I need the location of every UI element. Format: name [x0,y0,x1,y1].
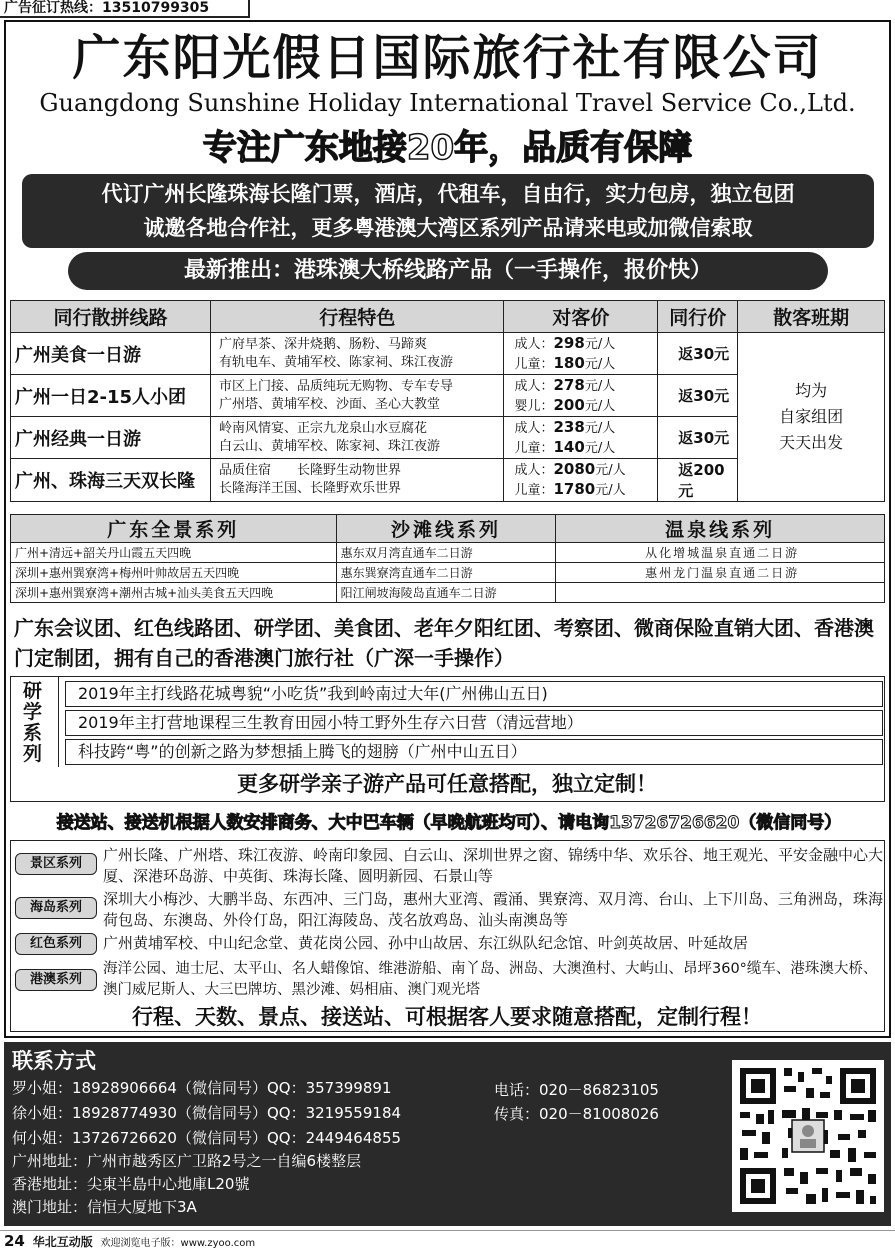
price-unit: 元/人 [584,398,616,414]
custom-itinerary-note: 行程、天数、景点、接送站、可根据客人要求随意搭配，定制行程！ [132,1005,762,1029]
study-row: 2019年主打营地课程三生教育田园小特工野外生存六日营（清远营地） [65,710,883,736]
price-label: 儿童： [514,356,554,372]
col-header: 广东全景系列 [11,515,337,543]
new-launch-banner: 最新推出：港珠澳大桥线路产品（一手操作，报价快） [68,252,828,290]
address-line: 香港地址：尖東半島中心地庫L20號 [12,1175,250,1193]
table-cell: 深圳+惠州巽寮湾+潮州古城+汕头美食五天四晚 [11,583,337,603]
price-value: 2080 [553,460,596,478]
col-header: 同行价 [658,301,738,333]
series-badge: 红色系列 [15,933,97,955]
company-name-cn: 广东阳光假日国际旅行社有限公司 [72,30,823,86]
col-header: 散客班期 [738,301,885,333]
table-row [11,583,885,603]
series-badge: 港澳系列 [15,969,97,991]
series-table [10,514,885,603]
table-cell: 广州+清远+韶关丹山霞五天四晚 [11,543,337,563]
col-header: 温泉线系列 [556,515,885,543]
table-cell: 从化增城温泉直通二日游 [556,543,885,563]
price-value: 140 [553,437,585,456]
table-cell [556,583,885,603]
peer-price: 返30元 [658,375,738,417]
price-label: 儿童： [514,483,554,498]
schedule-line: 均为 [795,381,828,400]
contact-title: 联系方式 [12,1049,96,1073]
contact-section [4,1042,891,1226]
price-unit: 元/人 [584,378,616,394]
price-value: 200 [553,395,585,414]
table-cell: 惠东巽寮湾直通车二日游 [336,563,556,583]
study-side-label: 研学系列 [23,680,43,765]
price-unit: 元/人 [595,483,626,498]
address-line: 广州地址：广州市越秀区广卫路2号之一自编6楼整层 [12,1152,362,1170]
feature-line: 广府早茶、深井烧鹅、肠粉、马蹄爽 [218,336,427,352]
guest-price [504,375,658,417]
peer-price: 返30元 [658,417,738,459]
feature-line: 市区上门接、品质纯玩无购物、专车专导 [218,378,453,394]
price-unit: 元/人 [584,336,616,352]
route-name: 广州、珠海三天双长隆 [11,459,211,502]
study-section [10,676,885,802]
price-unit: 元/人 [595,463,626,478]
slogan: 专注广东地接20年，品质有保障 [202,128,693,168]
route-features [210,333,504,375]
price-unit: 元/人 [584,356,616,372]
page-number: 24 [4,1232,25,1250]
contact-person: 徐小姐：18928774930（微信同号）QQ：3219559184 [12,1104,402,1122]
guest-price [504,333,658,375]
fax-number: 传真：020－81008026 [494,1105,659,1123]
feature-line: 白云山、黄埔军校、陈家祠、珠江夜游 [218,438,440,454]
table-row [11,543,885,563]
col-header: 同行散拼线路 [11,301,211,333]
study-row: 科技跨“粤”的创新之路为梦想插上腾飞的翅膀（广州中山五日） [65,739,883,765]
price-value: 180 [553,353,585,372]
qr-code-icon [732,1060,884,1212]
table-row [11,333,885,375]
services-box [22,174,874,248]
study-note: 更多研学亲子游产品可任意搭配，独立定制！ [237,772,657,796]
phone-number: 电话：020－86823105 [494,1081,659,1099]
services-line-2: 诚邀各地合作社，更多粤港澳大湾区系列产品请来电或加微信索取 [143,216,753,240]
table-header-row [11,301,885,333]
transfer-text: 接送站、接送机根据人数安排商务、大中巴车辆（早晚航班均可）、请电询13726726620（微信同号） [56,813,842,833]
table-cell: 惠州龙门温泉直通二日游 [556,563,885,583]
col-header: 沙滩线系列 [336,515,556,543]
route-name: 广州美食一日游 [11,333,211,375]
price-label: 成人： [514,378,554,394]
publication-name: 华北互动版 [32,1235,93,1249]
price-value: 1780 [553,480,596,498]
route-features [210,417,504,459]
feature-line: 广州塔、黄埔军校、沙面、圣心大教堂 [218,396,440,412]
col-header: 对客价 [504,301,658,333]
price-value: 238 [553,417,585,436]
table-row [11,563,885,583]
feature-line: 品质住宿 长隆野生动物世界 [218,463,401,478]
table-cell: 阳江闸坡海陵岛直通车二日游 [336,583,556,603]
peer-price: 返200元 [658,459,738,502]
contact-person: 何小姐：13726726620（微信同号）QQ：2449464855 [12,1129,402,1147]
price-unit: 元/人 [584,420,616,436]
guest-price [504,459,658,502]
route-name: 广州一日2-15人小团 [11,375,211,417]
peer-routes-table [10,300,885,502]
schedule-line: 天天出发 [779,433,844,452]
col-header: 行程特色 [210,301,504,333]
ad-hotline: 广告征订热线：13510799305 [0,0,250,18]
website-text: 欢迎浏览电子版：www.zyoo.com [100,1238,256,1249]
feature-line: 有轨电车、黄埔军校、陈家祠、珠江夜游 [218,354,453,370]
address-line: 澳门地址：信恒大厦地下3A [12,1198,197,1216]
table-cell: 深圳+惠州巽寮湾+梅州叶帅故居五天四晚 [11,563,337,583]
series-text: 海洋公园、迪士尼、太平山、名人蜡像馆、维港游船、南丫岛、洲岛、大澳渔村、大屿山、昂坪360°缆车、港珠澳大桥、澳门威尼斯人、大三巴牌坊、黑沙滩、妈相庙、澳门观光塔 [103,961,878,998]
price-label: 成人： [514,336,554,352]
price-label: 婴儿： [514,398,554,414]
page-footer [0,1230,895,1250]
feature-line: 长隆海洋王国、长隆野欢乐世界 [218,481,401,496]
services-line-1: 代订广州长隆珠海长隆门票，酒店，代租车，自由行，实力包房，独立包团 [101,182,795,206]
price-value: 298 [553,333,585,352]
contact-person: 罗小姐：18928906664（微信同号）QQ：357399891 [12,1079,392,1097]
study-side-label-box [11,677,59,767]
series-badge: 海岛系列 [15,897,97,919]
price-label: 成人： [514,420,554,436]
series-text: 广州黄埔军校、中山纪念堂、黄花岗公园、孙中山故居、东江纵队纪念馆、叶剑英故居、叶延故居 [103,934,749,952]
scenic-section [10,840,885,1032]
route-name: 广州经典一日游 [11,417,211,459]
schedule-line: 自家组团 [779,407,844,426]
series-badge: 景区系列 [15,853,97,875]
price-value: 278 [553,375,585,394]
price-label: 儿童： [514,440,554,456]
series-text: 深圳大小梅沙、大鹏半岛、东西冲、三门岛，惠州大亚湾、霞涌、巽寮湾、双月湾、台山、上下川岛、三角洲岛，珠海荷包岛、东澳岛、外伶仃岛，阳江海陵岛、茂名放鸡岛、汕头南澳岛等 [103,890,884,929]
company-name-en: Guangdong Sunshine Holiday International Travel Service Co.,Ltd. [39,89,856,117]
peer-price: 返30元 [658,333,738,375]
guest-price [504,417,658,459]
feature-line: 岭南风情宴、正宗九龙泉山水豆腐花 [218,420,427,436]
series-text: 广州长隆、广州塔、珠江夜游、岭南印象园、白云山、深圳世界之窗、锦绣中华、欢乐谷、地王观光、平安金融中心大厦、深港环岛游、中英街、珠海长隆、圆明新园、石景山等 [103,846,884,885]
price-label: 成人： [514,463,554,478]
price-unit: 元/人 [584,440,616,456]
route-features [210,459,504,502]
study-row: 2019年主打线路花城粤貌“小吃货”我到岭南过大年(广州佛山五日) [65,681,883,707]
group-types-text: 广东会议团、红色线路团、研学团、美食团、老年夕阳红团、考察团、微商保险直销大团、香港澳门定制团，拥有自己的香港澳门旅行社（广深一手操作） [14,616,874,670]
table-cell: 惠东双月湾直通车二日游 [336,543,556,563]
table-header-row [11,515,885,543]
schedule-cell [738,333,885,502]
route-features [210,375,504,417]
